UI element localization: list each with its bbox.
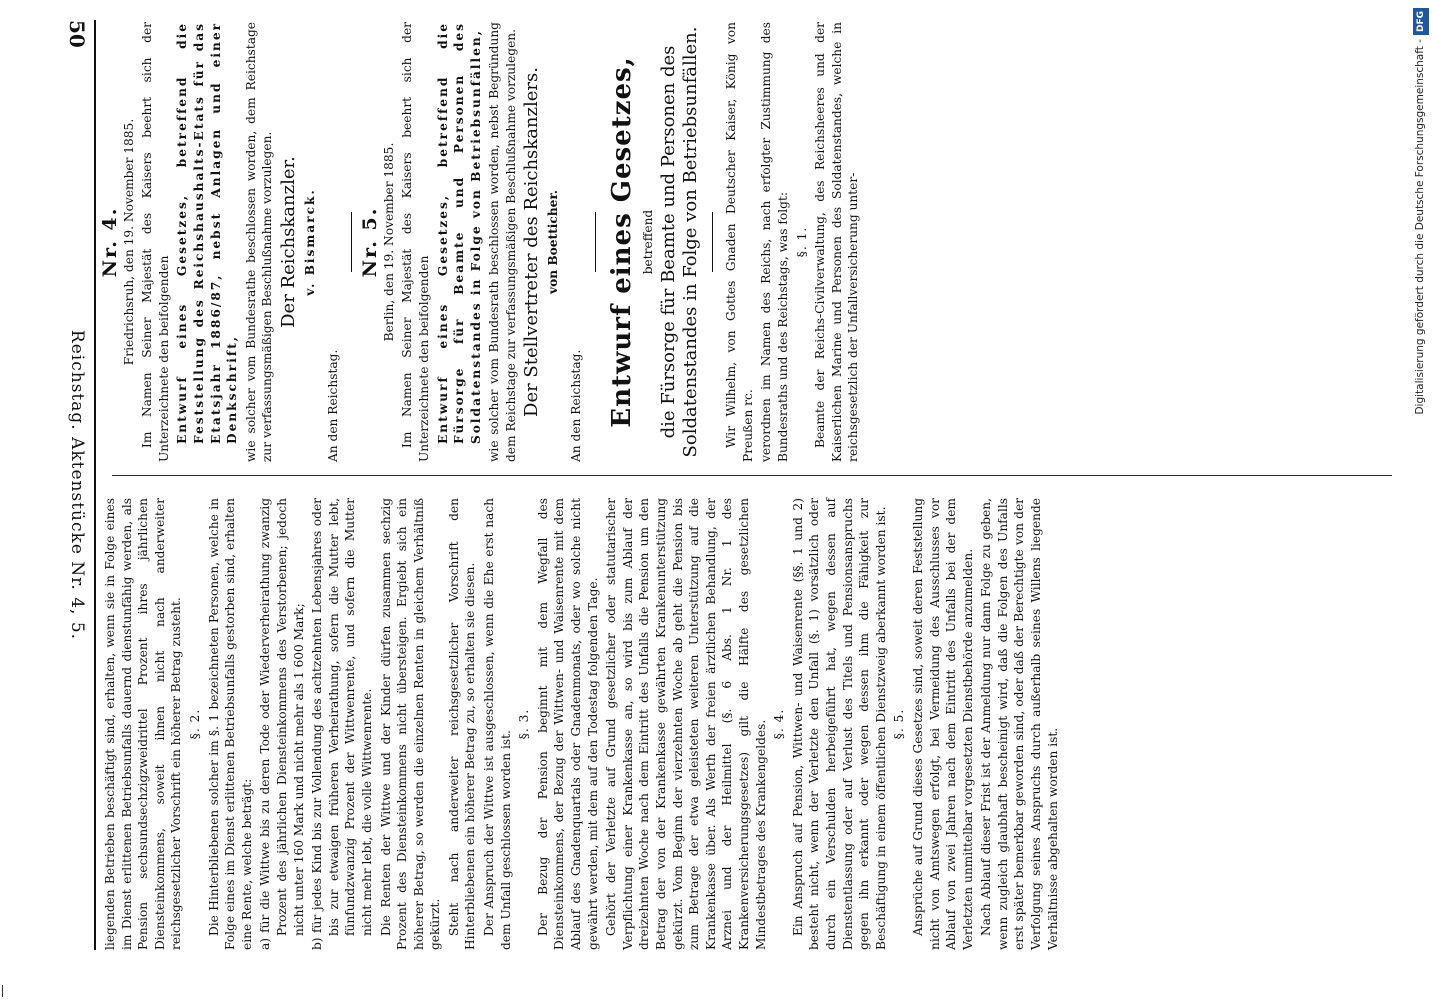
- section-1-heading: §. 1.: [794, 226, 809, 258]
- section-2-para-3: Steht nach anderweiter reichsgesetzlicher Vorschrift den Hinterbliebenen ein höherer Betrag zu, so erhalten sie diesen.: [446, 498, 478, 950]
- section-2-heading: §. 2.: [187, 708, 202, 740]
- stamp-text: Digitalisierung gefördert durch die Deutsche Forschungsgemeinschaft -: [1414, 39, 1426, 415]
- dfg-logo: DFG: [1413, 8, 1429, 35]
- section-5-para-2: Nach Ablauf dieser Frist ist der Anmeldung nur dann Folge zu geben, wenn zugleich glaubhaft bescheinigt wird, daß die Folgen des Unfalls erst später bemerkbar geworden sind, oder daß der Berechtigte von der Verfolgung seines Anspruchs durch außerhalb seines Willens liegende Verhältnisse abgehalten worden ist.: [979, 498, 1060, 950]
- section-1-text: Beamte der Reichs-Civilverwaltung, des Reichsheeres und der Kaiserlichen Marine und Personen des Soldatenstandes, welche in reichsgesetzlich der Unfallversicherung unter-: [813, 22, 861, 462]
- nr4-signature-role: Der Reichskanzler.: [277, 156, 299, 328]
- left-edge-mark: [2, 985, 3, 997]
- nr4-address: An den Reichstag.: [325, 349, 340, 462]
- nr5-signature-role: Der Stellvertreter des Reichskanzlers.: [521, 67, 543, 417]
- nr5-closing: wie solcher vom Bundesrath beschlossen worden, nebst Begründung dem Reichstage zur verfassungsmäßigen Beschlußnahme vorzulegen.: [487, 22, 518, 462]
- nr5-signature-name: von Boetticher.: [546, 190, 561, 294]
- nr4-place-date: Friedrichsruh, den 19. November 1885.: [121, 118, 136, 366]
- nr5-address: An den Reichstag.: [569, 349, 584, 462]
- section-2-item-a: a) für die Wittwe bis zu deren Tode oder Wiederverheirathung zwanzig Prozent des jährlichen Diensteinkommens des Verstorbenen; jedoch nicht unter 160 Mark und nicht mehr als 1 600 Mark;: [258, 498, 306, 950]
- section-4-para-1: Ein Anspruch auf Pension, Wittwen- und Waisenrente (§§. 1 und 2) besteht nicht, wenn der Verletzte den Unfall (§. 1) vorsätzlich oder durch ein Verschulden herbeigeführt hat, wegen dessen auf Dienstentlassung oder auf Verlust des Titels und Pensionsanspruchs gegen ihn erkannt oder wegen dessen ihm die Fähigkeit zur Beschäftigung in einem öffentlichen Dienstzweig aberkannt worden ist.: [790, 498, 888, 950]
- scanned-sheet: [47, 0, 1432, 960]
- section-2-para-4: Der Anspruch der Wittwe ist ausgeschlossen, wenn die Ehe erst nach dem Unfall geschlossen worden ist.: [482, 498, 513, 950]
- header-rule: [94, 20, 96, 950]
- doc-number-5: Nr. 5.: [359, 206, 382, 278]
- section-1-continued: liegenden Betrieben beschäftigt sind, erhalten, wenn sie in Folge eines im Dienst erlittenen Betriebsunfalls dauernd dienstunfähig werden, als Pension sechsundsechzigzweidrittel Prozent ihres jährlichen Diensteinkommens, soweit ihnen nicht nach anderweiter reichsgesetzlicher Vorschrift ein höherer Betrag zusteht.: [103, 498, 184, 950]
- bill-title: Entwurf eines Gesetzes,: [606, 56, 637, 428]
- digitization-stamp: [1412, 8, 1428, 528]
- separator-rule: [595, 212, 596, 272]
- nr4-signature-name: v. Bismarck.: [302, 188, 317, 296]
- section-3-heading: §. 3.: [517, 708, 532, 740]
- right-column: [102, 498, 1392, 950]
- section-2-item-b: b) für jedes Kind bis zur Vollendung des achtzehnten Lebensjahres oder bis zur etwaigen früheren Verheirathung, sofern die Mutter lebt, fünfundzwanzig Prozent der Wittwenrente, und sofern die Mutter nicht mehr lebt, die volle Wittwenrente.: [310, 498, 374, 950]
- section-5-heading: §. 5.: [892, 708, 907, 740]
- section-2-para-2: Die Renten der Wittwe und der Kinder dürfen zusammen sechzig Prozent des Diensteinkommens nicht übersteigen. Ergiebt sich ein höherer Betrag, so werden die einzelnen Renten in gleichem Verhältniß gekürzt.: [378, 498, 443, 950]
- separator-rule: [712, 212, 713, 272]
- nr5-intro: Im Namen Seiner Majestät des Kaisers beehrt sich der Unterzeichnete den beifolgenden: [400, 22, 431, 462]
- nr4-closing: wie solcher vom Bundesrathe beschlossen worden, dem Reichstage zur verfassungsmäßigen Beschlußnahme vorzulegen.: [243, 22, 275, 462]
- running-header: [61, 20, 89, 950]
- section-3-para-2: Gehört der Verletzte auf Grund gesetzlicher oder statutarischer Verpflichtung einer Krankenkasse an, so wird bis zum Ablauf der dreizehnten Woche nach dem Eintritt des Unfalls die Pension um den Betrag der von der Krankenkasse gewährten Krankenunterstützung gekürzt. Vom Beginn der vierzehnten Woche ab geht die Pension bis zum Betrage der etwa geleisteten weiteren Unterstützung auf die Krankenkasse über. Als Werth der freien ärztlichen Behandlung, der Arznei und der Heilmittel (§. 6 Abs. 1 Nr. 1 des Krankenversicherungsgesetzes) gilt die Hälfte des gesetzlichen Mindestbetrages des Krankengeldes.: [604, 498, 768, 950]
- section-4-heading: §. 4.: [772, 708, 787, 740]
- left-column: [99, 22, 1392, 462]
- section-3-para-1: Der Bezug der Pension beginnt mit dem Wegfall des Diensteinkommens, der Bezug der Wittwen- und Waisenrente mit dem Ablauf des Gnadenquartals oder Gnadenmonats, oder wo solche nicht gewährt werden, mit dem auf den Todestag folgenden Tage.: [535, 498, 600, 950]
- doc-number-4: Nr. 4.: [99, 206, 121, 278]
- separator-rule: [351, 212, 352, 272]
- bill-title-betreffend: betreffend: [640, 209, 655, 275]
- preamble: Wir Wilhelm, von Gottes Gnaden Deutscher Kaiser, König von Preußen rc.: [724, 22, 755, 462]
- nr4-bill-title: Entwurf eines Gesetzes, betreffend die Feststellung des Reichshaushalts-Etats für das Etatsjahr 1886/87, nebst Anlagen und einer Denkschrift,: [175, 22, 240, 444]
- section-5-para-1: Ansprüche auf Grund dieses Gesetzes sind, soweit deren Feststellung nicht von Amtswegen erfolgt, bei Vermeidung des Ausschlusses vor Ablauf von zwei Jahren nach dem Eintritt des Unfalls bei der dem Verletzten unmittelbar vorgesetzten Dienstbehörde anzumelden.: [910, 498, 975, 950]
- section-2-intro: Die Hinterbliebenen solcher im §. 1 bezeichneten Personen, welche in Folge eines im Dienst erlittenen Betriebsunfalls gestorben sind, erhalten eine Rente, welche beträgt:: [206, 498, 254, 950]
- bill-subject: die Fürsorge für Beamte und Personen des Soldatenstandes in Folge von Betriebsunfällen.: [658, 26, 702, 458]
- nr4-intro: Im Namen Seiner Majestät des Kaisers beehrt sich der Unterzeichnete den beifolgenden: [140, 22, 171, 462]
- preamble-continued: verordnen im Namen des Reichs, nach erfolgter Zustimmung des Bundesraths und des Reichstags, was folgt:: [759, 22, 791, 462]
- nr5-place-date: Berlin, den 19. November 1885.: [381, 142, 396, 342]
- running-title: Reichstag. Aktenstücke Nr. 4, 5.: [67, 329, 87, 641]
- column-divider: [112, 475, 1392, 476]
- page-number: 50: [65, 20, 89, 48]
- nr5-bill-title: Entwurf eines Gesetzes, betreffend die Fürsorge für Beamte und Personen des Soldatenstandes in Folge von Betriebsunfällen,: [435, 22, 483, 444]
